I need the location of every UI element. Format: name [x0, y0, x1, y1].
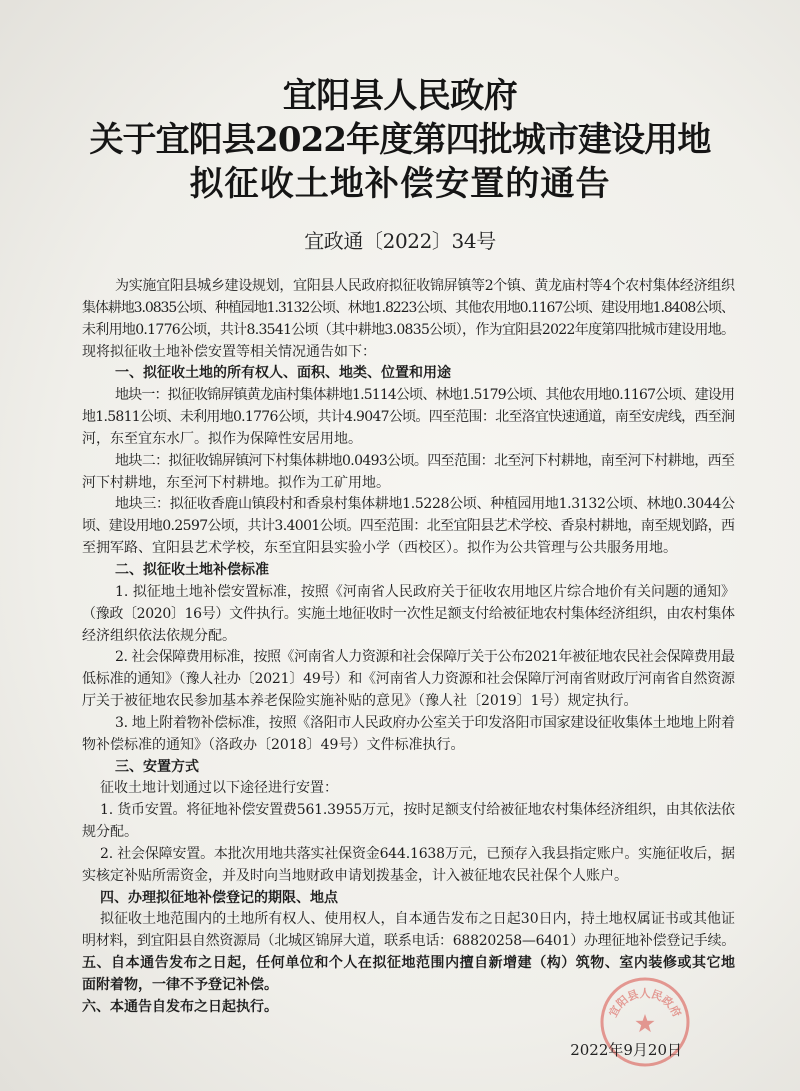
title-line-2: 关于宜阳县2022年度第四批城市建设用地	[89, 120, 711, 160]
section-2-heading: 二、拟征收土地补偿标准	[115, 561, 269, 578]
standard-2-line: 2. 社会保障费用标准，按照《河南省人力资源和社会保障厅关于公布2021年被征地农民社会保障费用最	[115, 649, 735, 666]
seal-text: 宜阳县人民政府	[606, 987, 684, 1020]
title-line-3: 拟征收土地补偿安置的通告	[189, 164, 611, 204]
parcel-3-line: 至拥军路、宜阳县艺术学校，东至宜阳县实验小学（西校区）。拟作为公共管理与公共服务用地。	[82, 540, 677, 557]
parcel-3-line: 地块三：拟征收香鹿山镇段村和香泉村集体耕地1.5228公顷、种植园用地1.3132公顷、林地0.3044公	[115, 496, 735, 513]
standard-2-line: 低标准的通知》（豫人社办〔2021〕49号）和《河南省人力资源和社会保障厅河南省财政厅河南省自然资源	[82, 671, 735, 688]
document-body	[82, 276, 737, 1019]
resettlement-lead: 征收土地计划通过以下途径进行安置：	[100, 780, 338, 797]
section-1-heading: 一、拟征收土地的所有权人、面积、地类、位置和用途	[115, 365, 451, 382]
standard-2-line: 厅关于被征地农民参加基本养老保险实施补贴的意见》（豫人社〔2019〕1号）规定执行。	[82, 693, 638, 710]
resettlement-1-line: 规分配。	[82, 824, 138, 841]
document-number: 宜政通〔2022〕34号	[304, 229, 496, 253]
section-6-line: 六、本通告自发布之日起执行。	[82, 998, 278, 1015]
parcel-1-line: 地1.5811公顷、未利用地0.1776公顷，共计4.9047公顷。四至范围：北至洛宜快速通道，南至安虎线，西至涧	[82, 409, 735, 426]
parcel-1-line: 地块一：拟征收锦屏镇黄龙庙村集体耕地1.5114公顷、林地1.5179公顷、其他农用地0.1167公顷、建设用	[115, 387, 735, 404]
parcel-2-line: 地块二：拟征收锦屏镇河下村集体耕地0.0493公顷。四至范围：北至河下村耕地，南至河下村耕地，西至	[115, 452, 735, 469]
section-5-line: 面附着物，一律不予登记补偿。	[82, 977, 278, 993]
standard-1-line: 1. 拟征地土地补偿安置标准，按照《河南省人民政府关于征收农用地区片综合地价有关问题的通知》	[115, 583, 735, 600]
intro-line: 现将拟征收土地补偿安置等相关情况通告如下：	[82, 343, 376, 360]
standard-1-line: 经济组织依法依规分配。	[82, 627, 236, 644]
standard-3-line: 物补偿标准的通知》（洛政办〔2018〕49号）文件标准执行。	[82, 736, 465, 753]
section-3-heading: 三、安置方式	[115, 758, 199, 775]
title-issuer: 宜阳县人民政府	[282, 76, 518, 116]
intro-line: 未利用地0.1776公顷，共计8.3541公顷（其中耕地3.0835公顷），作为宜阳县2022年度第四批城市建设用地。	[82, 321, 735, 338]
intro-line: 集体耕地3.0835公顷、种植园地1.3132公顷、林地1.8223公顷、其他农用地0.1167公顷、建设用地1.8408公顷、	[82, 299, 734, 316]
parcel-1-line: 河，东至宜东水厂。拟作为保障性安居用地。	[82, 430, 362, 447]
intro-line: 为实施宜阳县城乡建设规划，宜阳县人民政府拟征收锦屏镇等2个镇、黄龙庙村等4个农村集体经济组织	[115, 278, 735, 294]
standard-3-line: 3. 地上附着物补偿标准，按照《洛阳市人民政府办公室关于印发洛阳市国家建设征收集体土地地上附着	[115, 714, 735, 731]
parcel-3-line: 顷、建设用地0.2597公顷，共计3.4001公顷。四至范围：北至宜阳县艺术学校、香泉村耕地，南至规划路，西	[82, 518, 735, 535]
issue-date: 2022年9月20日	[570, 1041, 682, 1059]
section-5-line: 五、自本通告发布之日起，任何单位和个人在拟征地范围内擅自新增建（构）筑物、室内装修或其它地	[82, 955, 736, 972]
resettlement-1-line: 1. 货币安置。将征地补偿安置费561.3955万元，按时足额支付给被征地农村集体经济组织，由其依法依	[100, 802, 735, 819]
section-4-heading: 四、办理拟征地补偿登记的期限、地点	[100, 889, 338, 906]
document-title	[0, 74, 800, 206]
registration-line: 明材料，到宜阳县自然资源局（北城区锦屏大道，联系电话：68820258—6401）办理征地补偿登记手续。	[82, 933, 735, 950]
parcel-2-line: 河下村耕地，东至河下村耕地。拟作为工矿用地。	[82, 474, 390, 491]
resettlement-2-line: 实核定补贴所需资金，并及时向当地财政申请划拨基金，计入被征地农民社保个人账户。	[82, 867, 628, 884]
standard-1-line: （豫政〔2020〕16号）文件执行。实施土地征收时一次性足额支付给被征地农村集体经济组织，由农村集体	[82, 605, 735, 622]
star-icon	[635, 1014, 654, 1032]
resettlement-2-line: 2. 社会保障安置。本批次用地共落实社保资金644.1638万元，已预存入我县指定账户。实施征收后，据	[100, 845, 735, 862]
registration-line: 拟征收土地范围内的土地所有权人、使用权人，自本通告发布之日起30日内，持土地权属证书或其他证	[100, 911, 736, 928]
